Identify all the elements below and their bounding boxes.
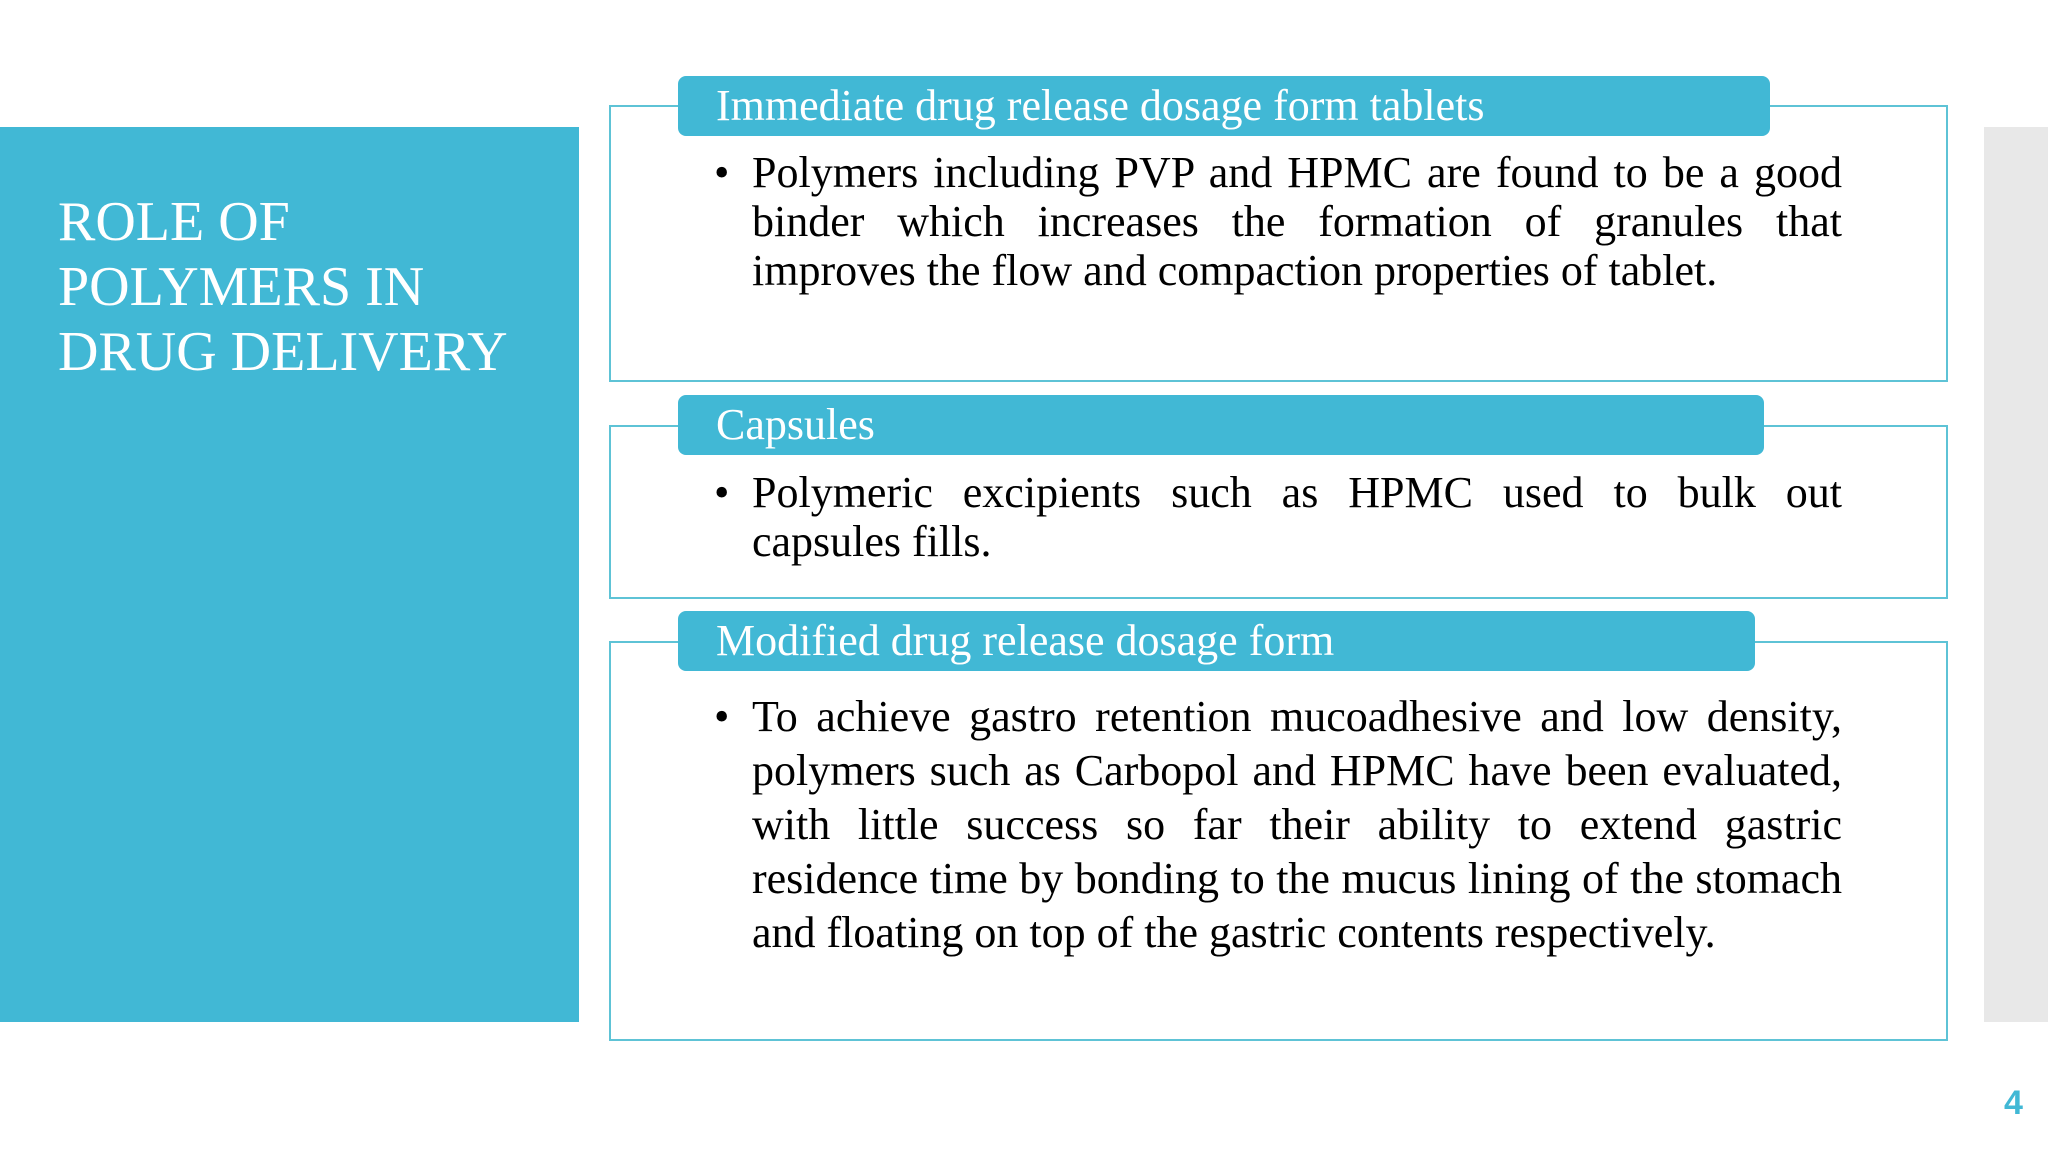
slide-title: ROLE OF POLYMERS IN DRUG DELIVERY — [58, 191, 508, 383]
bullet-icon: • — [714, 148, 730, 197]
section-header-modified-release: Modified drug release dosage form — [678, 611, 1755, 671]
side-strip — [1984, 127, 2048, 1022]
section-list-modified-release — [714, 690, 1842, 960]
list-item — [714, 690, 1842, 960]
bullet-icon: • — [714, 692, 730, 741]
list-item — [714, 148, 1842, 295]
bullet-text: To achieve gastro retention mucoadhesive and low density, polymers such as Carbopol and HPMC have been evaluated, with little success so far their ability to extend gastric residence time by bonding to the mucus lining of the stomach and floating on top of the gastric contents respectively. — [752, 692, 1842, 957]
bullet-text: Polymeric excipients such as HPMC used to bulk out capsules fills. — [752, 468, 1842, 566]
section-list-capsules — [714, 468, 1842, 566]
section-header-capsules: Capsules — [678, 395, 1764, 455]
page-number: 4 — [2004, 1084, 2023, 1122]
section-list-tablets — [714, 148, 1842, 295]
list-item — [714, 468, 1842, 566]
bullet-text: Polymers including PVP and HPMC are found to be a good binder which increases the formation of granules that improves the flow and compaction properties of tablet. — [752, 148, 1842, 295]
section-header-tablets: Immediate drug release dosage form tablets — [678, 76, 1770, 136]
bullet-icon: • — [714, 468, 730, 517]
